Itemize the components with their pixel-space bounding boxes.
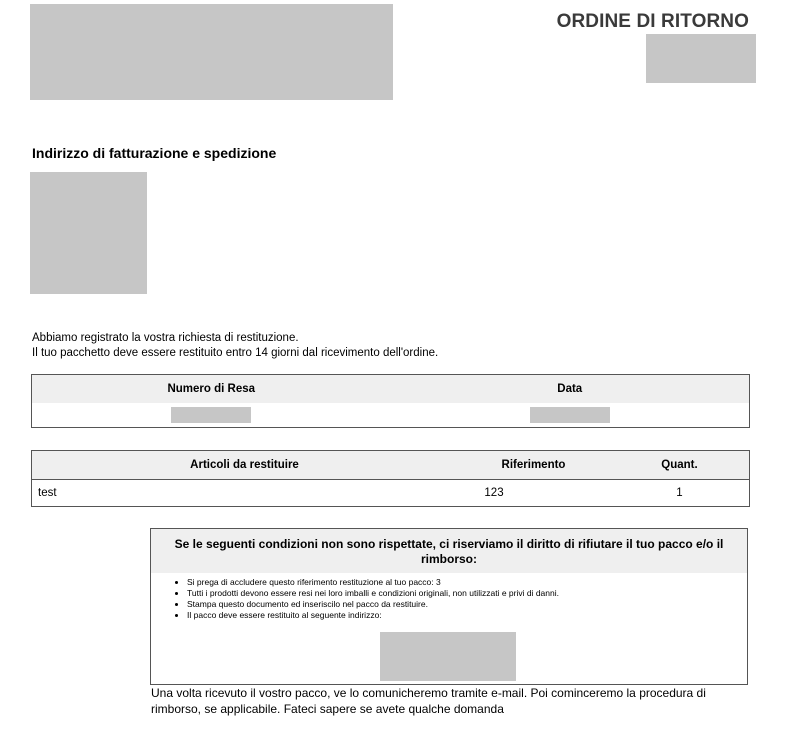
quantity-cell: 1 xyxy=(676,487,683,499)
conditions-box xyxy=(150,528,748,685)
page-title: ORDINE DI RITORNO xyxy=(556,11,749,32)
list-item: • Si prega di accludere questo riferimento restituzione al tuo pacco: 3 xyxy=(187,577,747,588)
redacted-return-number xyxy=(171,407,251,423)
footer-text: Una volta ricevuto il vostro pacco, ve lo comunicheremo tramite e-mail. Poi cominceremo la procedura di rimborso, se applicabile. Fateci sapere se avete qualche domanda xyxy=(151,686,706,716)
article-cell: test xyxy=(38,487,57,499)
return-number-cell xyxy=(32,403,391,428)
redacted-date xyxy=(530,407,610,423)
conditions-heading: Se le seguenti condizioni non sono rispettate, ci riserviamo il diritto di rifiutare il tuo pacco e/o il rimborso: xyxy=(151,529,747,573)
address-heading: Indirizzo di fatturazione e spedizione xyxy=(32,145,277,161)
list-item: • Stampa questo documento ed inseriscilo nel pacco da restituire. xyxy=(187,599,747,610)
column-header-quantity: Quant. xyxy=(610,451,750,480)
return-number-table xyxy=(31,374,750,428)
redacted-header-info xyxy=(646,34,756,83)
column-header-reference: Riferimento xyxy=(457,451,610,480)
reference-cell: 123 xyxy=(484,487,504,499)
intro-line-1: Abbiamo registrato la vostra richiesta di restituzione. xyxy=(32,332,299,344)
column-header-return-number: Numero di Resa xyxy=(32,375,391,404)
redacted-address xyxy=(30,172,147,294)
redacted-return-address xyxy=(380,632,516,681)
table-row xyxy=(32,480,750,507)
list-item: • Il pacco deve essere restituito al seguente indirizzo: xyxy=(187,610,747,621)
redacted-logo xyxy=(30,4,393,100)
conditions-list xyxy=(151,577,747,621)
list-item: • Tutti i prodotti devono essere resi nei loro imballi e condizioni originali, non utilizzati e privi di danni. xyxy=(187,588,747,599)
items-table xyxy=(31,450,750,507)
date-cell xyxy=(391,403,750,428)
intro-text xyxy=(32,331,438,361)
intro-line-2: Il tuo pacchetto deve essere restituito entro 14 giorni dal ricevimento dell'ordine. xyxy=(32,347,439,359)
column-header-date: Data xyxy=(391,375,750,404)
column-header-articles: Articoli da restituire xyxy=(32,451,458,480)
